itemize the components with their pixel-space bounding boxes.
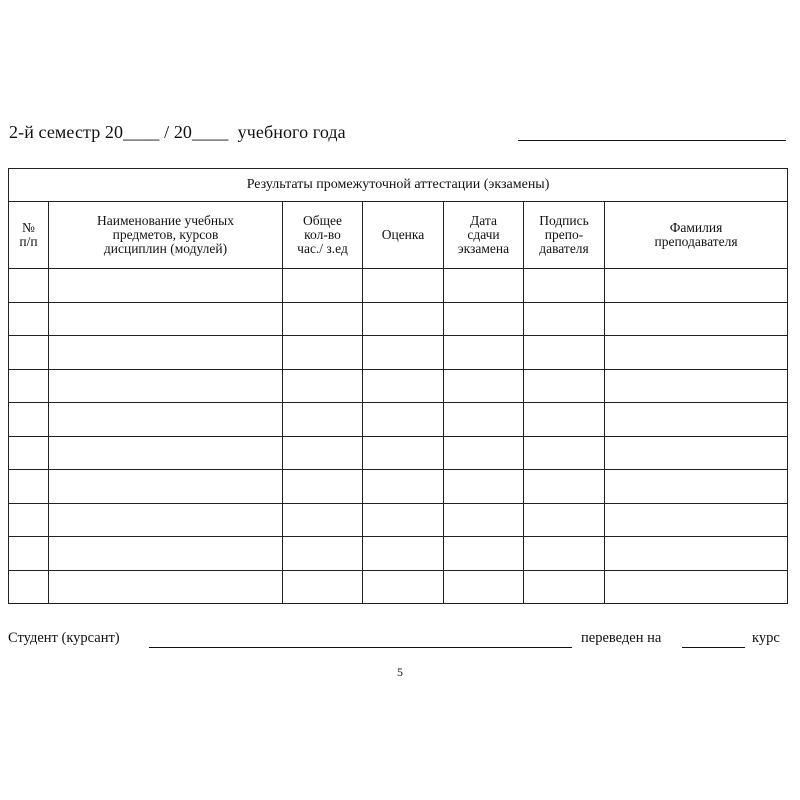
table-cell[interactable] bbox=[283, 403, 363, 437]
table-cell[interactable] bbox=[524, 336, 605, 370]
semester-title: 2-й семестр 20____ / 20____ учебного года bbox=[9, 122, 346, 142]
column-header-teacher-name: Фамилия преподавателя bbox=[605, 202, 788, 269]
table-cell[interactable] bbox=[524, 369, 605, 403]
table-cell[interactable] bbox=[49, 470, 283, 504]
table-row bbox=[9, 369, 788, 403]
table-cell[interactable] bbox=[444, 436, 524, 470]
table-cell[interactable] bbox=[283, 302, 363, 336]
course-number-blank[interactable] bbox=[682, 647, 745, 648]
table-cell[interactable] bbox=[605, 470, 788, 504]
column-header-hours: Общее кол-во час./ з.ед bbox=[283, 202, 363, 269]
table-cell[interactable] bbox=[9, 369, 49, 403]
student-transfer-line bbox=[8, 630, 787, 652]
transferred-label: переведен на bbox=[581, 630, 662, 646]
table-cell[interactable] bbox=[283, 470, 363, 504]
table-cell[interactable] bbox=[49, 302, 283, 336]
table-cell[interactable] bbox=[605, 269, 788, 303]
table-cell[interactable] bbox=[524, 537, 605, 571]
table-cell[interactable] bbox=[605, 436, 788, 470]
table-cell[interactable] bbox=[605, 570, 788, 604]
table-cell[interactable] bbox=[605, 503, 788, 537]
table-cell[interactable] bbox=[444, 537, 524, 571]
table-cell[interactable] bbox=[444, 269, 524, 303]
table-row bbox=[9, 570, 788, 604]
table-cell[interactable] bbox=[363, 403, 444, 437]
table-cell[interactable] bbox=[524, 470, 605, 504]
table-cell[interactable] bbox=[605, 302, 788, 336]
table-row bbox=[9, 302, 788, 336]
table-cell[interactable] bbox=[524, 269, 605, 303]
table-cell[interactable] bbox=[605, 403, 788, 437]
student-name-blank[interactable] bbox=[149, 647, 572, 648]
table-cell[interactable] bbox=[444, 302, 524, 336]
table-cell[interactable] bbox=[444, 403, 524, 437]
table-cell[interactable] bbox=[524, 503, 605, 537]
table-cell[interactable] bbox=[524, 302, 605, 336]
table-cell[interactable] bbox=[49, 503, 283, 537]
table-cell[interactable] bbox=[363, 269, 444, 303]
table-cell[interactable] bbox=[49, 403, 283, 437]
table-row bbox=[9, 503, 788, 537]
table-cell[interactable] bbox=[444, 369, 524, 403]
table-cell[interactable] bbox=[605, 369, 788, 403]
table-cell[interactable] bbox=[363, 470, 444, 504]
table-row bbox=[9, 537, 788, 571]
table-cell[interactable] bbox=[9, 537, 49, 571]
table-cell[interactable] bbox=[363, 537, 444, 571]
table-cell[interactable] bbox=[363, 369, 444, 403]
table-cell[interactable] bbox=[283, 369, 363, 403]
table-cell[interactable] bbox=[444, 470, 524, 504]
column-header-number: № п/п bbox=[9, 202, 49, 269]
table-cell[interactable] bbox=[9, 336, 49, 370]
table-cell[interactable] bbox=[444, 503, 524, 537]
table-cell[interactable] bbox=[283, 537, 363, 571]
table-cell[interactable] bbox=[605, 336, 788, 370]
table-cell[interactable] bbox=[9, 503, 49, 537]
table-cell[interactable] bbox=[283, 436, 363, 470]
table-row bbox=[9, 436, 788, 470]
table-cell[interactable] bbox=[49, 336, 283, 370]
column-header-exam-date: Дата сдачи экзамена bbox=[444, 202, 524, 269]
table-cell[interactable] bbox=[363, 570, 444, 604]
column-header-grade: Оценка bbox=[363, 202, 444, 269]
table-cell[interactable] bbox=[49, 537, 283, 571]
table-cell[interactable] bbox=[283, 570, 363, 604]
table-cell[interactable] bbox=[9, 470, 49, 504]
table-cell[interactable] bbox=[524, 403, 605, 437]
table-cell[interactable] bbox=[524, 570, 605, 604]
exam-results-table bbox=[8, 168, 788, 604]
table-cell[interactable] bbox=[363, 503, 444, 537]
table-row bbox=[9, 269, 788, 303]
table-cell[interactable] bbox=[49, 269, 283, 303]
table-cell[interactable] bbox=[9, 269, 49, 303]
table-row bbox=[9, 470, 788, 504]
column-header-subject: Наименование учебных предметов, курсов дисциплин (модулей) bbox=[49, 202, 283, 269]
table-cell[interactable] bbox=[283, 336, 363, 370]
table-row bbox=[9, 403, 788, 437]
table-header-row bbox=[9, 202, 788, 269]
table-cell[interactable] bbox=[444, 570, 524, 604]
table-cell[interactable] bbox=[524, 436, 605, 470]
table-cell[interactable] bbox=[49, 436, 283, 470]
column-header-teacher-signature: Подпись препо- давателя bbox=[524, 202, 605, 269]
table-cell[interactable] bbox=[9, 403, 49, 437]
table-cell[interactable] bbox=[444, 336, 524, 370]
table-cell[interactable] bbox=[49, 369, 283, 403]
table-cell[interactable] bbox=[363, 436, 444, 470]
table-cell[interactable] bbox=[283, 269, 363, 303]
table-cell[interactable] bbox=[363, 302, 444, 336]
course-label: курс bbox=[752, 630, 780, 646]
table-cell[interactable] bbox=[9, 436, 49, 470]
signature-blank-line bbox=[518, 140, 786, 141]
table-cell[interactable] bbox=[363, 336, 444, 370]
table-row bbox=[9, 336, 788, 370]
table-cell[interactable] bbox=[49, 570, 283, 604]
student-label: Студент (курсант) bbox=[8, 630, 120, 646]
table-cell[interactable] bbox=[9, 302, 49, 336]
page-number: 5 bbox=[397, 665, 403, 679]
table-cell[interactable] bbox=[9, 570, 49, 604]
table-cell[interactable] bbox=[605, 537, 788, 571]
table-caption: Результаты промежуточной аттестации (экзамены) bbox=[9, 169, 788, 202]
table-cell[interactable] bbox=[283, 503, 363, 537]
